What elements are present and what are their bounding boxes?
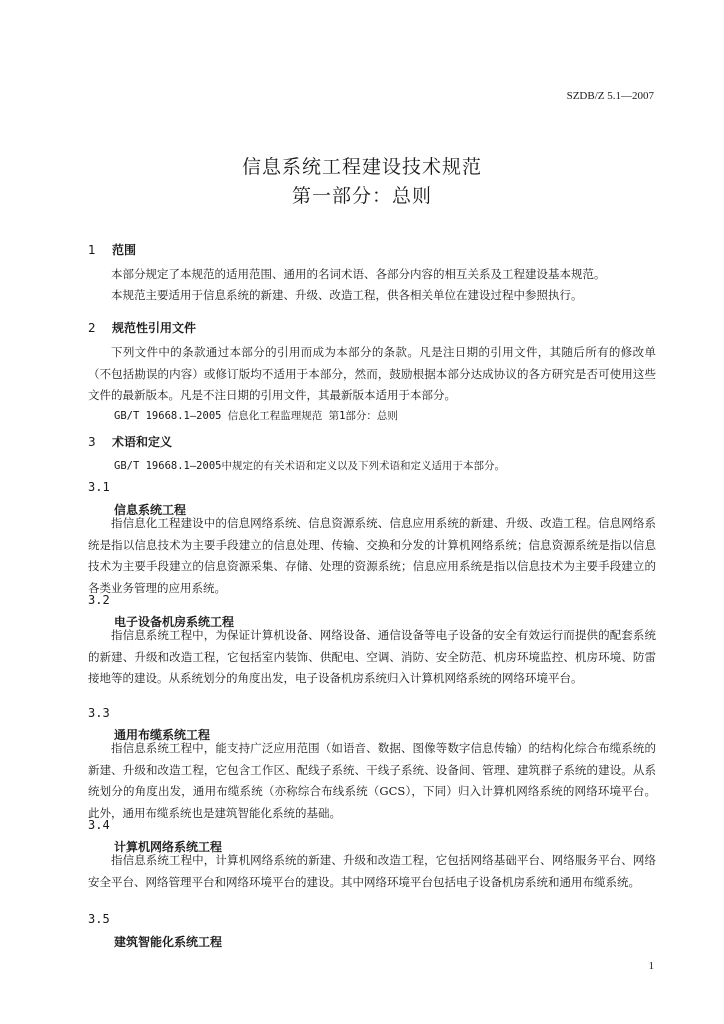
section-number: 3 bbox=[88, 435, 96, 449]
document-subtitle: 第一部分：总则 bbox=[291, 185, 432, 207]
section-2-heading bbox=[88, 319, 196, 336]
term-title: 计算机网络系统工程 bbox=[114, 840, 223, 854]
paragraph: GB/T 19668.1—2005中规定的有关术语和定义以及下列术语和定义适用于本部分。 bbox=[114, 460, 505, 472]
term-number: 3.3 bbox=[88, 706, 110, 720]
term-definition: 指信息化工程建设中的信息网络系统、信息资源系统、信息应用系统的新建、升级、改造工程。信息网络系统是指以信息技术为主要手段建立的信息处理、传输、交换和分发的计算机网络系统；信息资源系统是指以信息技术为主要手段建立的信息资源采集、存储、处理的资源系统；信息应用系统是指以信息技术为主要手段建立的各类业务管理的应用系统。 bbox=[88, 516, 656, 595]
term-title: 建筑智能化系统工程 bbox=[114, 935, 223, 949]
term-definition: 指信息系统工程中，为保证计算机设备、网络设备、通信设备等电子设备的安全有效运行而提供的配套系统的新建、升级和改造工程，它包括室内装饰、供配电、空调、消防、安全防范、机房环境监控、机房环境、防雷接地等的建设。从系统划分的角度出发，电子设备机房系统归入计算机网络系统的网络环境平台。 bbox=[88, 628, 656, 685]
term-number: 3.2 bbox=[88, 593, 110, 607]
paragraph: 本规范主要适用于信息系统的新建、升级、改造工程，供各相关单位在建设过程中参照执行。 bbox=[111, 288, 583, 302]
section-3-heading bbox=[88, 433, 172, 450]
section-title: 规范性引用文件 bbox=[112, 321, 197, 335]
normative-reference: GB/T 19668.1—2005 信息化工程监理规范 第1部分：总则 bbox=[114, 410, 398, 422]
section-title: 范围 bbox=[112, 243, 137, 257]
paragraph: 下列文件中的条款通过本部分的引用而成为本部分的条款。凡是注日期的引用文件，其随后所有的修改单（不包括勘误的内容）或修订版均不适用于本部分，然而，鼓励根据本部分达成协议的各方研究是否可使用这些文件的最新版本。凡是不注日期的引用文件，其最新版本适用于本部分。 bbox=[88, 345, 656, 402]
term-definition: 指信息系统工程中，计算机网络系统的新建、升级和改造工程，它包括网络基础平台、网络服务平台、网络安全平台、网络管理平台和网络环境平台的建设。其中网络环境平台包括电子设备机房系统和通用布缆系统。 bbox=[88, 853, 656, 889]
term-number: 3.4 bbox=[88, 818, 110, 832]
page-number: 1 bbox=[648, 960, 654, 972]
term-number: 3.5 bbox=[88, 912, 110, 926]
section-number: 1 bbox=[88, 243, 96, 257]
document-code: SZDB/Z 5.1—2007 bbox=[566, 90, 654, 102]
section-number: 2 bbox=[88, 321, 96, 335]
document-title: 信息系统工程建设技术规范 bbox=[241, 156, 482, 178]
term-definition: 指信息系统工程中，能支持广泛应用范围（如语音、数据、图像等数字信息传输）的结构化综合布缆系统的新建、升级和改造工程，它包含工作区、配线子系统、干线子系统、设备间、管理、建筑群子系统的建设。从系统划分的角度出发，通用布缆系统（亦称综合布线系统（GCS），下同）归入计算机网络系统的网络环境平台。此外，通用布缆系统也是建筑智能化系统的基础。 bbox=[88, 741, 656, 820]
paragraph: 本部分规定了本规范的适用范围、通用的名词术语、各部分内容的相互关系及工程建设基本规范。 bbox=[111, 267, 606, 281]
term-title: 通用布缆系统工程 bbox=[114, 728, 211, 742]
term-title: 电子设备机房系统工程 bbox=[114, 615, 235, 629]
section-title: 术语和定义 bbox=[112, 435, 173, 449]
term-title: 信息系统工程 bbox=[114, 503, 187, 517]
section-1-heading bbox=[88, 241, 136, 258]
term-number: 3.1 bbox=[88, 480, 110, 494]
